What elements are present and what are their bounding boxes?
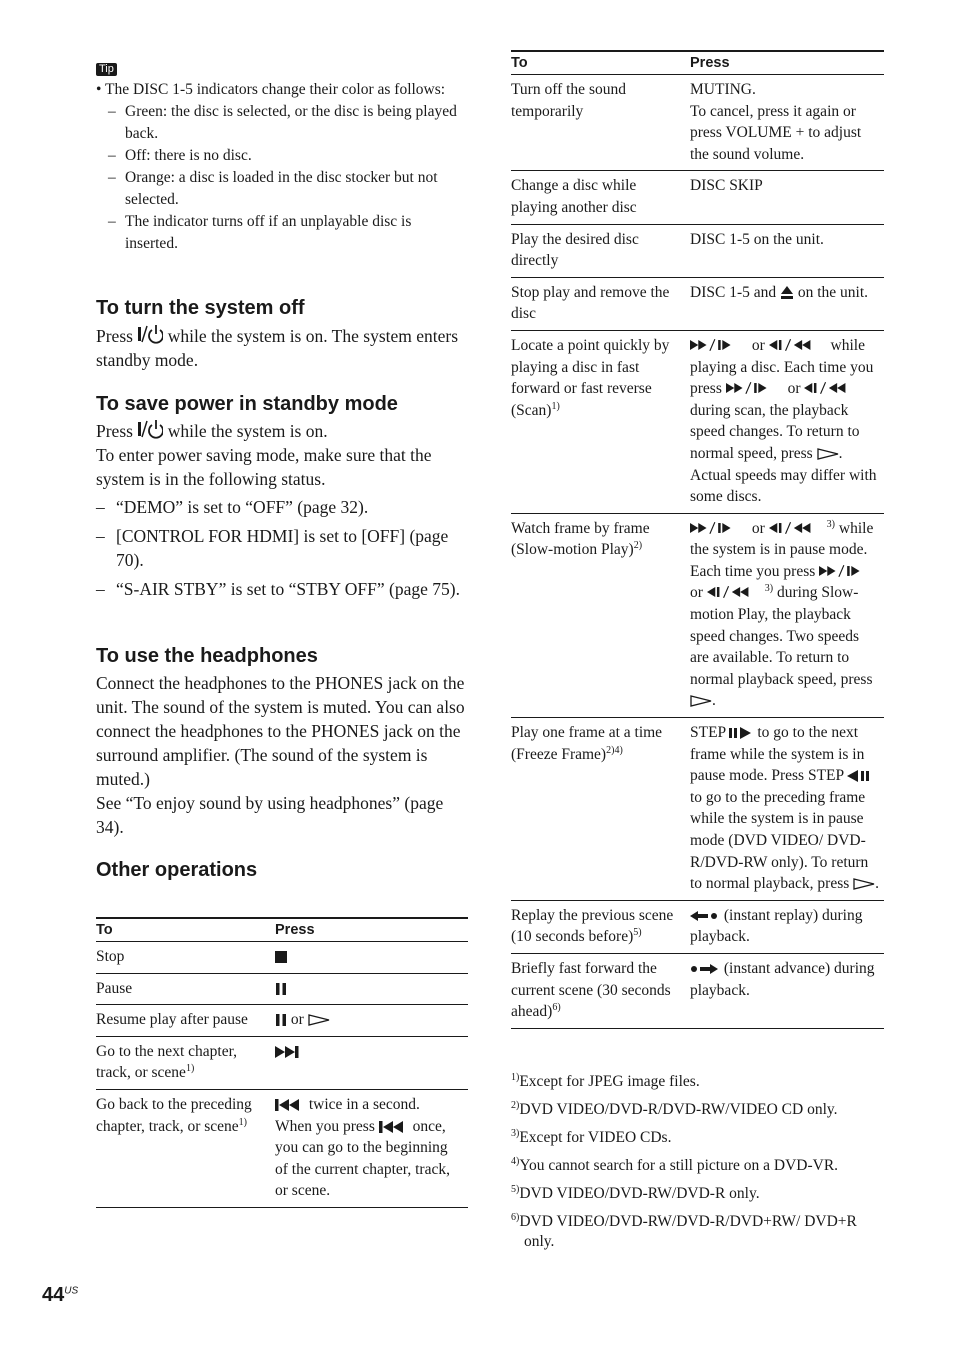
condition-item: – “S-AIR STBY” is set to “STBY OFF” (page 75). [96, 577, 468, 601]
table-row [96, 973, 468, 1005]
column-header-to: To [96, 918, 275, 942]
tip-item: – Orange: a disc is loaded in the disc stocker but not selected. [125, 167, 468, 211]
power-icon [137, 419, 163, 439]
operations-table-left [96, 917, 468, 1208]
stop-icon [275, 951, 287, 963]
save-power-condition: To enter power saving mode, make sure that the system is in the following status. [96, 445, 432, 489]
tip-item: – Off: there is no disc. [125, 145, 468, 167]
heading-other-operations: Other operations [96, 859, 258, 881]
table-row [96, 942, 468, 974]
column-header-to: To [511, 51, 690, 75]
heading-headphones: To use the headphones [96, 645, 318, 667]
tip-list [96, 101, 468, 255]
table-row: Replay the previous scene (10 seconds before)$^{5)}$ (instant replay) during playback. [511, 900, 884, 953]
instant-replay-icon [690, 910, 720, 922]
page-number: $44^{US}$ [42, 1284, 79, 1306]
play-icon [690, 695, 712, 707]
fast-forward-icon [690, 338, 748, 352]
condition-item: – “DEMO” is set to “OFF” (page 32). [96, 495, 468, 519]
fast-forward-icon [819, 564, 877, 578]
footnotes [511, 1072, 884, 1260]
fast-reverse-icon [769, 521, 827, 535]
tip-intro: • The DISC 1-5 indicators change their color as follows: [96, 81, 446, 98]
row-to: Replay the previous scene (10 seconds before)$^{5)}$ [511, 900, 690, 953]
row-to: Go to the next chapter, track, or scene$^{1)}$ [96, 1036, 275, 1089]
table-row: Play the desired disc directly DISC 1-5 on the unit. [511, 224, 884, 277]
row-to: Play one frame at a time (Freeze Frame)$^{2)4)}$ [511, 718, 690, 901]
tip-box [96, 57, 468, 255]
heading-save-power: To save power in standby mode [96, 393, 398, 415]
eject-icon [780, 285, 794, 299]
table-row: Turn off the sound temporarily MUTING. To cancel, press it again or press VOLUME + to adjust the sound volume. [511, 75, 884, 171]
row-to: Watch frame by frame (Slow-motion Play)$^{2)}$ [511, 513, 690, 717]
row-to: Locate a point quickly by playing a disc in fast forward or fast reverse (Scan)$^{1)}$ [511, 330, 690, 513]
tip-badge: Tip [96, 63, 117, 76]
row-to: Change a disc while playing another disc [511, 171, 690, 224]
condition-item: – [CONTROL FOR HDMI] is set to [OFF] (page 70). [96, 524, 468, 572]
row-to: Briefly fast forward the current scene (30 seconds ahead)$^{6)}$ [511, 953, 690, 1028]
fast-reverse-icon [769, 338, 827, 352]
fast-forward-icon [690, 521, 748, 535]
footnote: $^{6)}$DVD VIDEO/DVD-RW/DVD-R/DVD+RW/ DVD+R only. [511, 1211, 857, 1250]
table-row: Locate a point quickly by playing a disc in fast forward or fast reverse (Scan)$^{1)}$ or while playing a disc. Each time you press or during scan, the playback speed changes. To return to normal speed, press . Actual speeds may differ with some discs. [511, 330, 884, 513]
turn-off-text: Press while the system is on. The system enters standby mode. [96, 326, 459, 370]
previous-icon [275, 1099, 305, 1111]
operations-table-right [511, 50, 884, 1029]
play-icon [817, 448, 839, 460]
tip-item: – Green: the disc is selected, or the disc is being played back. [125, 101, 468, 145]
next-icon [275, 1046, 305, 1058]
table-row: Briefly fast forward the current scene (30 seconds ahead)$^{6)}$ (instant advance) during playback. [511, 953, 884, 1028]
row-to: Go back to the preceding chapter, track, or scene$^{1)}$ [96, 1089, 275, 1207]
play-icon [308, 1014, 330, 1026]
column-header-press: Press [275, 918, 468, 942]
table-row: Watch frame by frame (Slow-motion Play)$^{2)}$ or $^{3)}$ while the system is in pause mode. Each time you press or $^{3)}$ during Slow-motion Play, the playback speed changes. Two speeds are available. To return to normal playback speed, press . [511, 513, 884, 717]
footnote: $^{1)}$Except for JPEG image files. [511, 1071, 700, 1090]
headphones-see: See “To enjoy sound by using headphones” (page 34). [96, 793, 444, 837]
step-back-icon [847, 770, 871, 782]
headphones-text [96, 671, 468, 839]
table-row: Resume play after pause or [96, 1005, 468, 1037]
table-row: Change a disc while playing another disc DISC SKIP [511, 171, 884, 224]
footnote: $^{4)}$You cannot search for a still picture on a DVD-VR. [511, 1155, 839, 1174]
row-to: Turn off the sound temporarily [511, 75, 690, 171]
footnote: $^{3)}$Except for VIDEO CDs. [511, 1127, 672, 1146]
play-icon [853, 878, 875, 890]
step-forward-icon [729, 727, 753, 739]
row-to: Stop play and remove the disc [511, 277, 690, 330]
row-to: Resume play after pause [96, 1005, 275, 1037]
fast-reverse-icon [804, 381, 862, 395]
fast-forward-icon [726, 381, 784, 395]
pause-icon [275, 983, 287, 995]
footnote: $^{5)}$DVD VIDEO/DVD-RW/DVD-R only. [511, 1183, 760, 1202]
power-icon [137, 324, 163, 344]
table-row: Stop play and remove the disc DISC 1-5 and on the unit. [511, 277, 884, 330]
save-power-text: Press while the system is on. To enter power saving mode, make sure that the system is in the following status. – “DEMO” is set to “OFF” (page 32). – [CONTROL FOR HDMI] is set to [OFF] (page 70). – “S-AIR STBY” is set to “STBY OFF” (page 75). [96, 419, 468, 601]
previous-icon [379, 1121, 409, 1133]
table-row: Play one frame at a time (Freeze Frame)$^{2)4)}$ STEP to go to the next frame while the system is in pause mode. Press STEP to go to the preceding frame while the system is in pause mode (DVD VIDEO/ DVD-R/DVD-RW only). To return to normal playback, press . [511, 718, 884, 901]
row-to: Play the desired disc directly [511, 224, 690, 277]
footnote: $^{2)}$DVD VIDEO/DVD-R/DVD-RW/VIDEO CD only. [511, 1099, 838, 1118]
tip-item: – The indicator turns off if an unplayable disc is inserted. [125, 211, 468, 255]
headphones-body: Connect the headphones to the PHONES jack on the unit. The sound of the system is muted. You can also connect the headphones to the PHONES jack on the surround amplifier. (The sound of the system is muted.) [96, 673, 465, 789]
heading-turn-off: To turn the system off [96, 297, 305, 319]
row-to: Stop [96, 942, 275, 974]
table-row [96, 1036, 468, 1089]
column-header-press: Press [690, 51, 884, 75]
instant-advance-icon [690, 963, 720, 975]
row-to: Pause [96, 973, 275, 1005]
pause-icon [275, 1014, 287, 1026]
table-row: Go back to the preceding chapter, track, or scene$^{1)}$ twice in a second. When you press once, you can go to the beginning of the current chapter, track, or scene. [96, 1089, 468, 1207]
fast-reverse-icon [707, 585, 765, 599]
